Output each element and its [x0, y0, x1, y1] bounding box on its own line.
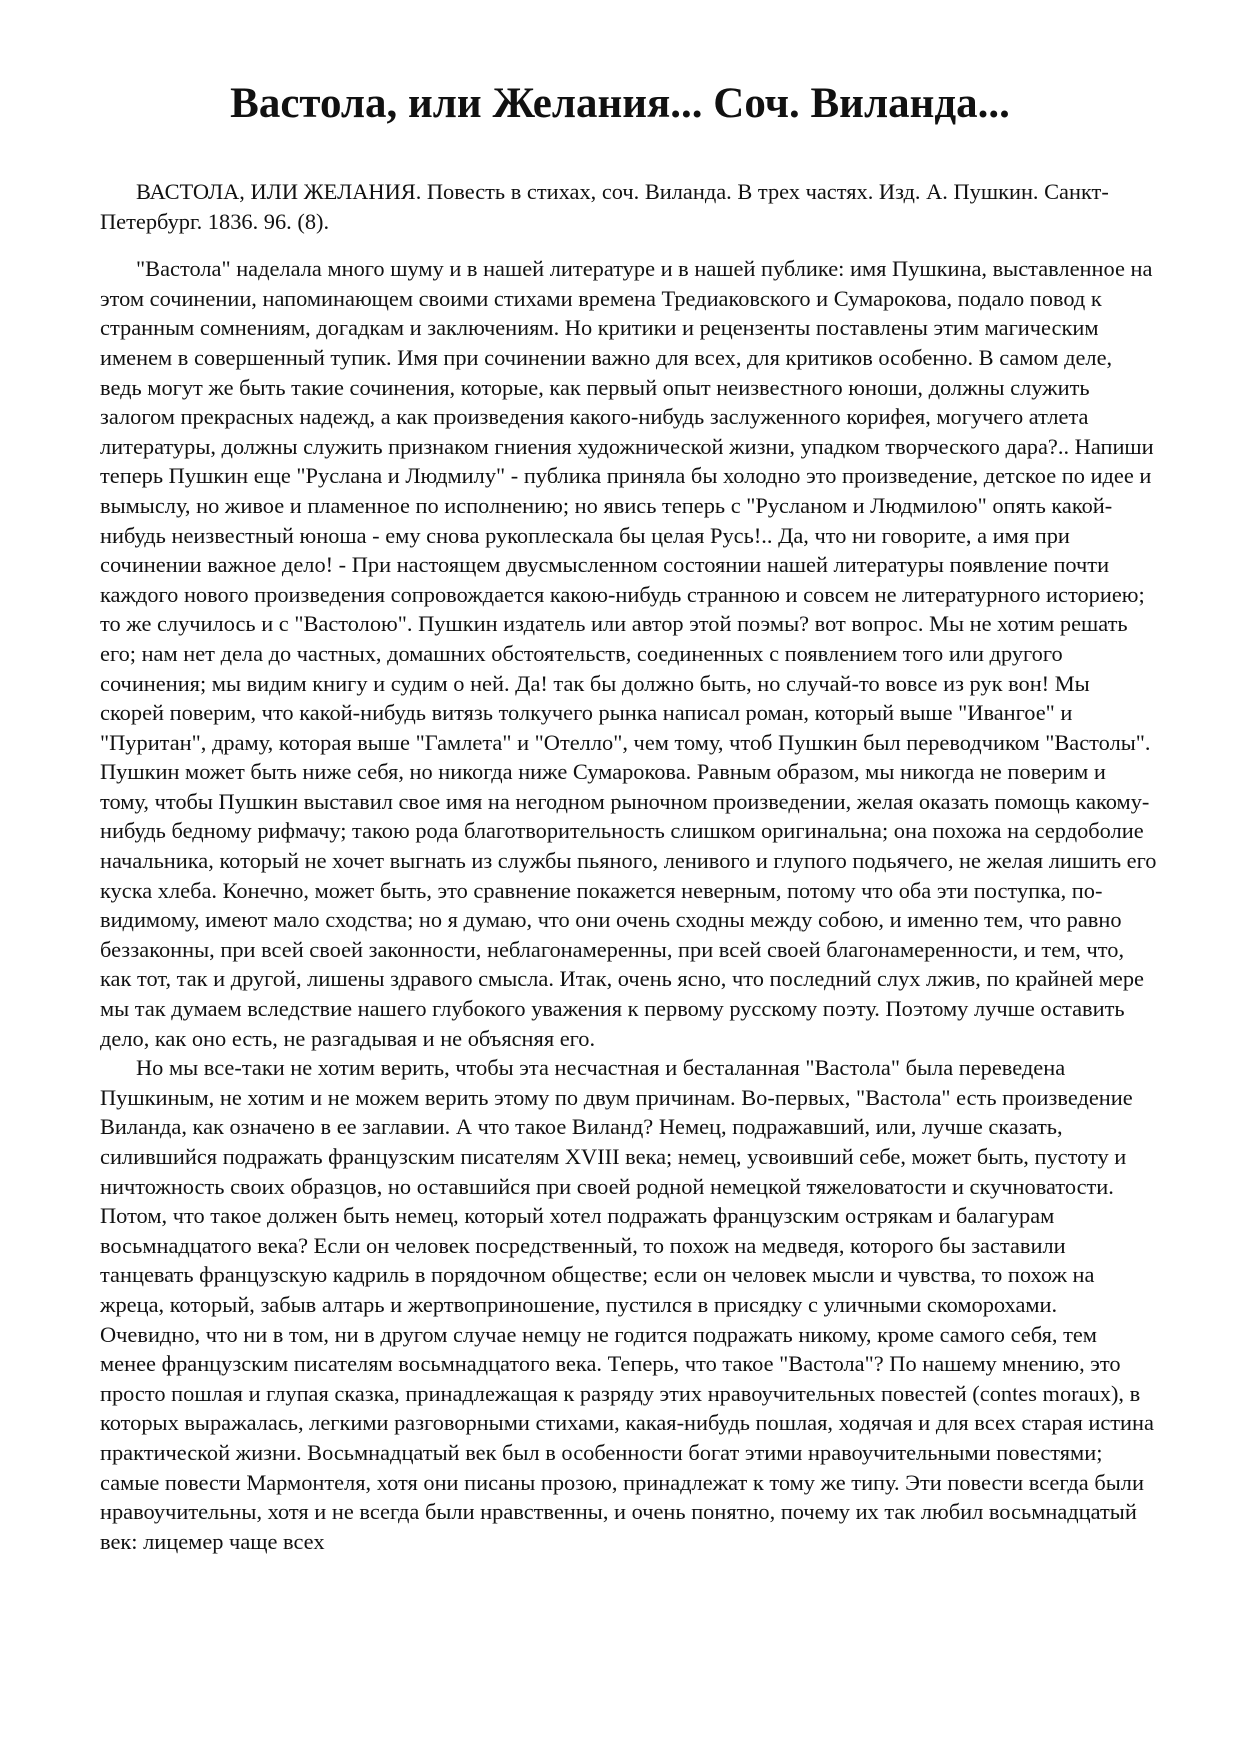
body-paragraph: Но мы все-таки не хотим верить, чтобы эта несчастная и бесталанная "Вастола" была переведена Пушкиным, не хотим и не можем верить этому по двум причинам. Во-первых, "Вастола" есть произведение Виланда, как означено в ее заглавии. А что такое Виланд? Немец, подражавший, или, лучше сказать, силившийся подражать французским писателям XVIII века; немец, усвоивший себе, может быть, пустоту и ничтожность своих образцов, но оставшийся при своей родной немецкой тяжеловатости и скучноватости. Потом, что такое должен быть немец, который хотел подражать французским острякам и балагурам восьмнадцатого века? Если он человек посредственный, то похож на медведя, которого бы заставили танцевать французскую кадриль в порядочном обществе; если он человек мысли и чувства, то похож на жреца, который, забыв алтарь и жертвоприношение, пустился в присядку с уличными скоморохами. Очевидно, что ни в том, ни в другом случае немцу не годится подражать никому, кроме самого себя, тем менее французским писателям восьмнадцатого века. Теперь, что такое "Вастола"? По нашему мнению, это просто пошлая и глупая сказка, принадлежащая к разряду этих нравоучительных повестей (contes moraux), в которых выражалась, легкими разговорными стихами, какая-нибудь пошлая, ходячая и для всех старая истина практической жизни. Восьмнадцатый век был в особенности богат этими нравоучительными повестями; самые повести Мармонтеля, хотя они писаны прозою, принадлежат к тому же типу. Эти повести всегда были нравоучительны, хотя и не всегда были нравственны, и очень понятно, почему их так любил восьмнадцатый век: лицемер чаще всех: [100, 1055, 1154, 1554]
bibliographic-paragraph: ВАСТОЛА, ИЛИ ЖЕЛАНИЯ. Повесть в стихах, соч. Виланда. В трех частях. Изд. А. Пушкин. Санкт-Петербург. 1836. 96. (8).: [100, 179, 1109, 234]
body-paragraph: "Вастола" наделала много шуму и в нашей литературе и в нашей публике: имя Пушкина, выставленное на этом сочинении, напоминающем своими стихами времена Тредиаковского и Сумарокова, подало повод к странным сомнениям, догадкам и заключениям. Но критики и рецензенты поставлены этим магическим именем в совершенный тупик. Имя при сочинении важно для всех, для критиков особенно. В самом деле, ведь могут же быть такие сочинения, которые, как первый опыт неизвестного юноши, должны служить залогом прекрасных надежд, а как произведения какого-нибудь заслуженного корифея, могучего атлета литературы, должны служить признаком гниения художнической жизни, упадком творческого дара?.. Напиши теперь Пушкин еще "Руслана и Людмилу" - публика приняла бы холодно это произведение, детское по идее и вымыслу, но живое и пламенное по исполнению; но явись теперь с "Русланом и Людмилою" опять какой-нибудь неизвестный юноша - ему снова рукоплескала бы целая Русь!.. Да, что ни говорите, а имя при сочинении важное дело! - При настоящем двусмысленном состоянии нашей литературы появление почти каждого нового произведения сопровождается какою-нибудь странною и совсем не литературного историею; то же случилось и с "Вастолою". Пушкин издатель или автор этой поэмы? вот вопрос. Мы не хотим решать его; нам нет дела до частных, домашних обстоятельств, соединенных с появлением того или другого сочинения; мы видим книгу и судим о ней. Да! так бы должно быть, но случай-то вовсе из рук вон! Мы скорей поверим, что какой-нибудь витязь толкучего рынка написал роман, который выше "Ивангое" и "Пуритан", драму, которая выше "Гамлета" и "Отелло", чем тому, чтоб Пушкин был переводчиком "Вастолы". Пушкин может быть ниже себя, но никогда ниже Сумарокова. Равным образом, мы никогда не поверим и тому, чтобы Пушкин выставил свое имя на негодном рыночном произведении, желая оказать помощь какому-нибудь бедному рифмачу; такою рода благотворительность слишком оригинальна; она похожа на сердоболие начальника, который не хочет выгнать из службы пьяного, ленивого и глупого подьячего, не желая лишить его куска хлеба. Конечно, может быть, это сравнение покажется неверным, потому что оба эти поступка, по-видимому, имеют мало сходства; но я думаю, что они очень сходны между собою, и именно тем, что равно беззаконны, при всей своей законности, неблагонамеренны, при всей своей благонамеренности, и тем, что, как тот, так и другой, лишены здравого смысла. Итак, очень ясно, что последний слух лжив, по крайней мере мы так думаем вследствие нашего глубокого уважения к первому русскому поэту. Поэтому лучше оставить дело, как оно есть, не разгадывая и не объясняя его.: [100, 256, 1157, 1051]
document-body: [100, 177, 1158, 1556]
document-title: Вастола, или Желания... Соч. Виланда...: [230, 80, 1010, 127]
